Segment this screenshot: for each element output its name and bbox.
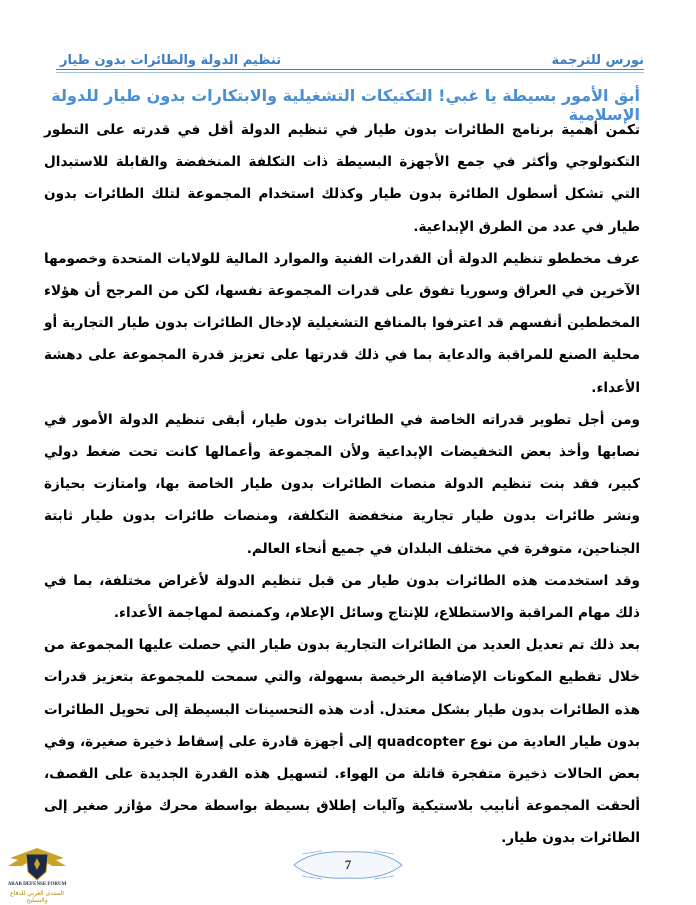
- page-number-box: [292, 848, 404, 882]
- header-rule-secondary: [56, 72, 644, 73]
- paragraph-3: ومن أجل تطوير قدراته الخاصة في الطائرات بدون طيار، أبقى تنظيم الدولة الأمور في نصابها وأخذ بعض التخفيضات الإبداعية ولأن المجموعة وأعمالها كانت تحت ضغط دولي كبير، فقد بنت تنظيم الدولة منصات الطائرات بدون طيار الخاصة بها، وامتازت بحيازة ونشر طائرات بدون طيار تجارية منخفضة التكلفة، ومنصات طائرات بدون طيار ثابتة الجناحين، متوفرة في مختلف البلدان في جميع أنحاء العالم.: [44, 411, 640, 557]
- header-rule: [56, 69, 644, 70]
- article-title: أبق الأمور بسيطة يا غبي! التكتيكات التشغيلية والابتكارات بدون طيار للدولة الإسلامية: [51, 86, 640, 124]
- header-right-text: نورس للترجمة: [551, 53, 644, 68]
- header-left-text: تنظيم الدولة والطائرات بدون طيار: [60, 53, 282, 68]
- page-header: [60, 46, 644, 68]
- logo-text-english: ARAB DEFENSE FORUM: [7, 882, 67, 887]
- forum-logo: [4, 840, 70, 902]
- paragraph-4: وقد استخدمت هذه الطائرات بدون طيار من قبل تنظيم الدولة لأغراض مختلفة، بما في ذلك مهام المراقبة والاستطلاع، للإنتاج وسائل الإعلام، وكمنصة لمهاجمة الأعداء.: [44, 572, 640, 622]
- paragraph-2: عرف مخططو تنظيم الدولة أن القدرات الفنية والموارد المالية للولايات المتحدة وخصومها الآخرين في العراق وسوريا تفوق على قدرات المجموعة نفسها، لكن من المرجح أن هؤلاء المخططين أنفسهم قد اعترفوا بالمنافع التشغيلية لإدخال الطائرات بدون طيار التجارية أو محلية الصنع للمراقبة والدعاية بما في ذلك قدرتها على تعزيز قدرة المجموعة على دهشة الأعداء.: [44, 250, 640, 396]
- paragraph-5: بعد ذلك تم تعديل العديد من الطائرات التجارية بدون طيار التي حصلت عليها المجموعة من خلال تقطيع المكونات الإضافية الرخيصة بسهولة، والتي سمحت للمجموعة بتعزيز قدرات هذه الطائرات بدون طيار بشكل معتدل. أدت هذه التحسينات البسيطة إلى تحويل الطائرات بدون طيار العادية من نوع quadcopter إلى أجهزة قادرة على إسقاط ذخيرة صغيرة، وفي بعض الحالات ذخيرة متفجرة قاتلة من الهواء. لتسهيل هذه القدرة الجديدة على القصف، ألحقت المجموعة أنابيب بلاستيكية وآليات إطلاق بسيطة بواسطة محرك مؤازر صغير إلى الطائرات بدون طيار.: [44, 637, 640, 847]
- eagle-emblem-icon: [4, 840, 70, 884]
- logo-text-arabic: المنتدى العربي للدفاع والتسليح: [10, 890, 64, 904]
- paragraph-1: تكمن أهمية برنامج الطائرات بدون طيار في تنظيم الدولة أقل في قدرته على التطور التكنولوجي وأكثر في جمع الأجهزة البسيطة ذات التكلفة المنخفضة والقابلة للاستبدال التي تشكل أسطول الطائرة بدون طيار وكذلك استخدام المجموعة لتلك الطائرات بدون طيار في عدد من الطرق الإبداعية.: [44, 122, 640, 235]
- article-body: [44, 114, 640, 855]
- page-number: 7: [344, 857, 352, 872]
